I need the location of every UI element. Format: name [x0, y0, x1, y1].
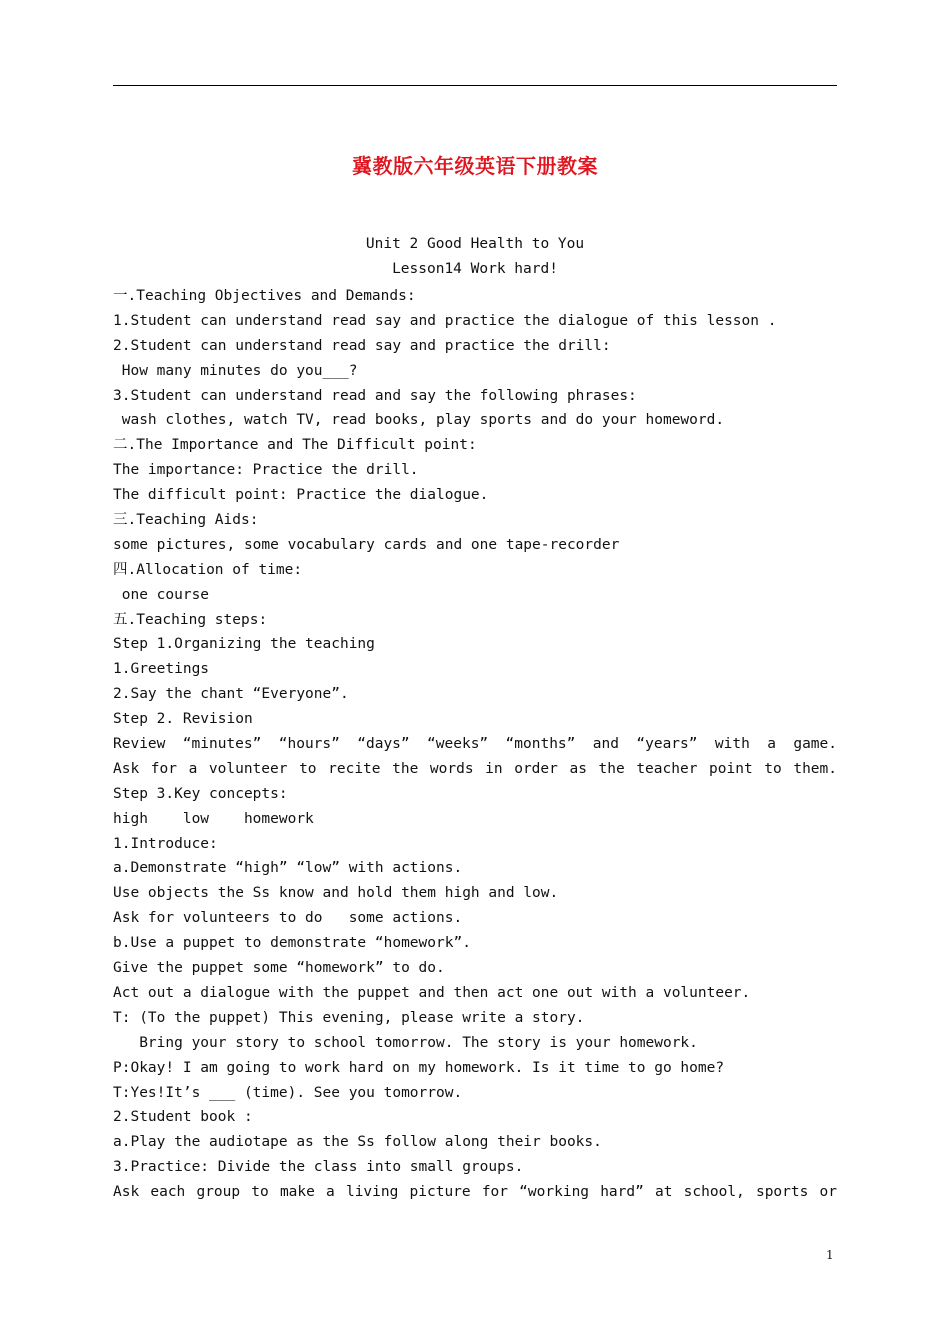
body-line: T:Yes!It’s ___ (time). See you tomorrow. [113, 1084, 463, 1101]
body-line: 1.Student can understand read say and practice the dialogue of this lesson . [113, 312, 777, 329]
body-line: Use objects the Ss know and hold them high and low. [113, 885, 559, 902]
body-line: The difficult point: Practice the dialogue. [113, 487, 489, 504]
page-number: 1 [826, 1248, 834, 1262]
document-title: 冀教版六年级英语下册教案 [352, 154, 598, 178]
body-line: b.Use a puppet to demonstrate “homework”. [113, 935, 471, 952]
body-line: 2.Student book : [113, 1109, 253, 1126]
body-line: How many minutes do you___? [113, 362, 358, 379]
body-line: Ask for volunteers to do some actions. [113, 910, 463, 927]
body-line: wash clothes, watch TV, read books, play sports and do your homeword. [113, 412, 725, 429]
body-line: Step 3.Key concepts: [113, 785, 288, 802]
lesson-heading: Lesson14 Work hard! [392, 261, 558, 277]
body-line: a.Demonstrate “high” “low” with actions. [113, 860, 463, 877]
body-line: Act out a dialogue with the puppet and then act one out with a volunteer. [113, 984, 751, 1001]
body-line: Step 1.Organizing the teaching [113, 636, 375, 653]
body-line: 五.Teaching steps: [113, 611, 268, 628]
body-line: Give the puppet some “homework” to do. [113, 960, 445, 977]
lesson-body [113, 284, 837, 1205]
body-line: 1.Greetings [113, 661, 210, 678]
body-line: 三.Teaching Aids: [113, 512, 259, 529]
body-line: 二.The Importance and The Difficult point: [113, 437, 477, 454]
body-line: 2.Say the chant “Everyone”. [113, 686, 349, 703]
body-line: some pictures, some vocabulary cards and one tape-recorder [113, 536, 620, 553]
body-line: Ask each group to make a living picture for “working hard” at school, sports or [113, 1184, 837, 1201]
header-rule [113, 85, 837, 86]
body-line: 四.Allocation of time: [113, 561, 303, 578]
body-line: 一.Teaching Objectives and Demands: [113, 288, 416, 304]
body-line: a.Play the audiotape as the Ss follow along their books. [113, 1134, 602, 1151]
body-line: 3.Practice: Divide the class into small groups. [113, 1159, 524, 1176]
body-line: one course [113, 586, 210, 603]
body-line: T: (To the puppet) This evening, please write a story. [113, 1009, 585, 1026]
body-line: 2.Student can understand read say and practice the drill: [113, 337, 611, 354]
body-line: 3.Student can understand read and say the following phrases: [113, 387, 637, 404]
body-line: high low homework [113, 810, 314, 827]
body-line: The importance: Practice the drill. [113, 462, 419, 479]
body-line: Ask for a volunteer to recite the words in order as the teacher point to them. [113, 760, 837, 777]
body-line: Step 2. Revision [113, 711, 253, 728]
body-line: Bring your story to school tomorrow. The story is your homework. [113, 1034, 698, 1051]
body-line: P:Okay! I am going to work hard on my homework. Is it time to go home? [113, 1059, 725, 1076]
body-line: Review “minutes” “hours” “days” “weeks” “months” and “years” with a game. [113, 736, 837, 753]
body-line: 1.Introduce: [113, 835, 218, 852]
unit-heading: Unit 2 Good Health to You [365, 236, 585, 252]
